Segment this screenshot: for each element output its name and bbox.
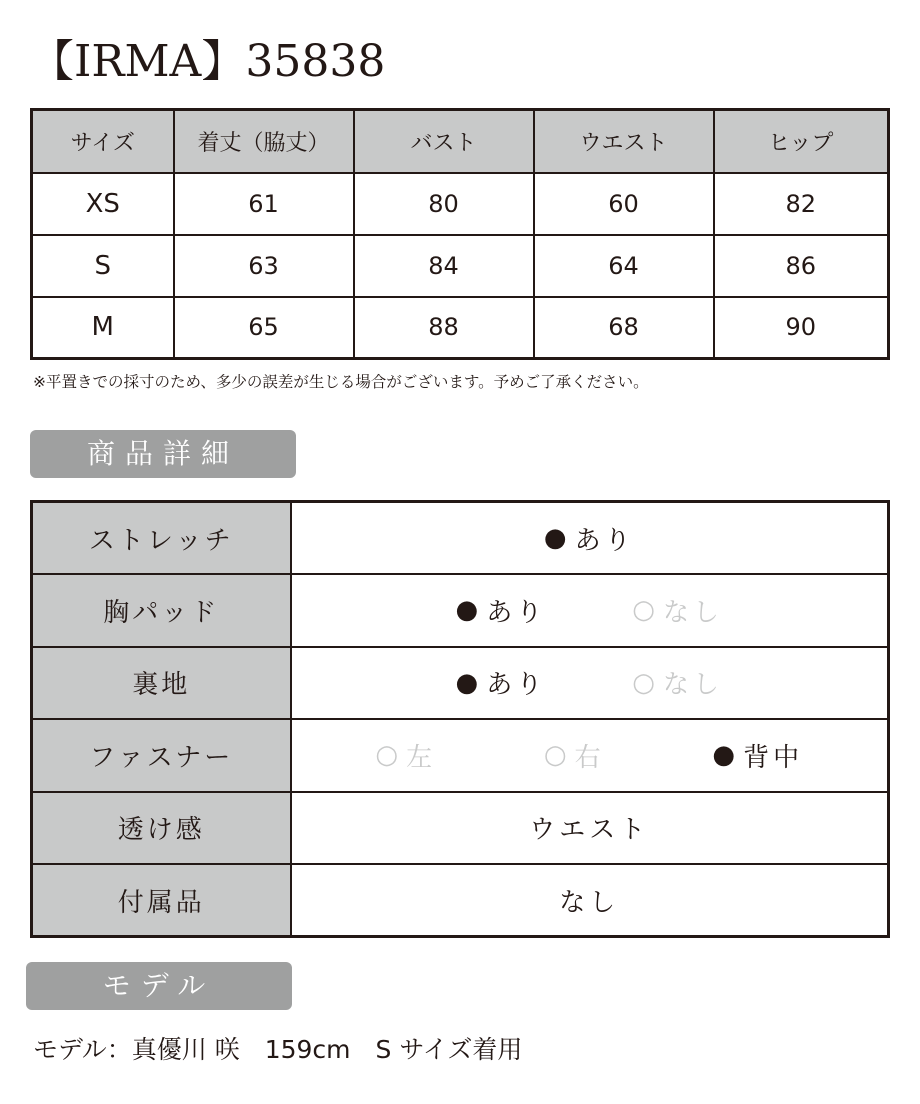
zipper-option-left: ○ 左 [375, 740, 437, 773]
zipper-option-back: ● 背中 [712, 740, 804, 773]
detail-row-zipper [32, 719, 889, 792]
bust-value: 88 [354, 297, 534, 359]
lining-label: 裏地 [32, 647, 291, 720]
stretch-option-yes: ● あり [543, 523, 635, 556]
header-bust: バスト [354, 110, 534, 173]
length-value: 61 [174, 173, 354, 235]
empty-circle-icon: ○ [375, 740, 403, 771]
pad-option-yes: ● あり [455, 595, 547, 628]
model-heading: モデル [26, 962, 292, 1010]
stretch-label: ストレッチ [32, 502, 291, 575]
hip-value: 86 [714, 235, 889, 297]
table-row [32, 173, 889, 235]
detail-table [30, 500, 890, 938]
filled-circle-icon: ● [455, 595, 483, 626]
sheer-value: ウエスト [291, 792, 889, 865]
empty-circle-icon: ○ [543, 740, 571, 771]
table-row [32, 235, 889, 297]
accessories-value: なし [291, 864, 889, 937]
zipper-option-right: ○ 右 [543, 740, 605, 773]
header-waist: ウエスト [534, 110, 714, 173]
header-size: サイズ [32, 110, 174, 173]
size-label: S [32, 235, 174, 297]
detail-row-pad [32, 574, 889, 647]
product-title: 【IRMA】35838 [30, 36, 386, 87]
filled-circle-icon: ● [455, 667, 483, 698]
pad-label: 胸パッド [32, 574, 291, 647]
length-value: 63 [174, 235, 354, 297]
model-info: モデル：真優川 咲 159cm S サイズ着用 [33, 1035, 523, 1064]
pad-option-no: ○ なし [632, 595, 723, 628]
filled-circle-icon: ● [543, 523, 571, 553]
detail-heading: 商品詳細 [30, 430, 296, 478]
detail-row-sheer [32, 792, 889, 865]
waist-value: 68 [534, 297, 714, 359]
empty-circle-icon: ○ [632, 667, 659, 698]
accessories-label: 付属品 [32, 864, 291, 937]
hip-value: 90 [714, 297, 889, 359]
header-length: 着丈（脇丈） [174, 110, 354, 173]
empty-circle-icon: ○ [632, 595, 659, 626]
detail-row-accessories [32, 864, 889, 937]
lining-option-yes: ● あり [455, 667, 547, 701]
detail-row-stretch [32, 502, 889, 575]
size-table-header [32, 110, 889, 173]
waist-value: 64 [534, 235, 714, 297]
size-label: XS [32, 173, 174, 235]
lining-option-no: ○ なし [632, 667, 723, 701]
filled-circle-icon: ● [712, 740, 740, 771]
table-row [32, 297, 889, 359]
sheer-label: 透け感 [32, 792, 291, 865]
bust-value: 80 [354, 173, 534, 235]
zipper-label: ファスナー [32, 719, 291, 792]
waist-value: 60 [534, 173, 714, 235]
length-value: 65 [174, 297, 354, 359]
bust-value: 84 [354, 235, 534, 297]
size-table [30, 108, 890, 360]
header-hip: ヒップ [714, 110, 889, 173]
hip-value: 82 [714, 173, 889, 235]
detail-row-lining [32, 647, 889, 720]
size-label: M [32, 297, 174, 359]
measurement-note: ※平置きでの採寸のため、多少の誤差が生じる場合がございます。予めご了承ください。 [33, 373, 649, 391]
